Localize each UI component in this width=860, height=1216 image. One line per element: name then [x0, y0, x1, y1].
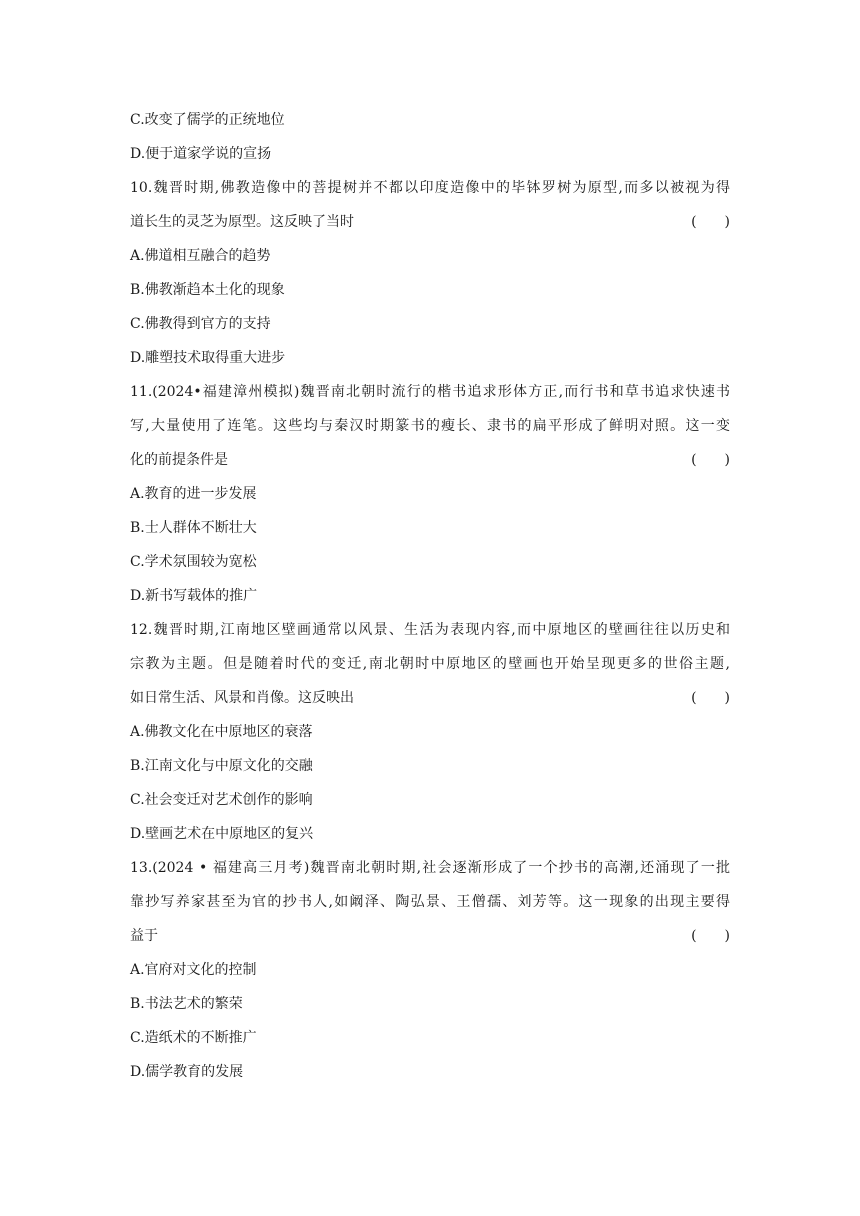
q10-stem-text: 道长生的灵芝为原型。这反映了当时	[130, 214, 354, 230]
q10-stem-line-2	[130, 212, 730, 232]
q12-option-d: D.壁画艺术在中原地区的复兴	[130, 826, 314, 842]
q12-stem-line-2: 宗教为主题。但是随着时代的变迁,南北朝时中原地区的壁画也开始呈现更多的世俗主题,	[130, 656, 730, 672]
q10-answer-paren: ( )	[691, 214, 730, 230]
q13-option-b: B.书法艺术的繁荣	[130, 996, 243, 1012]
q10-stem-line-1: 10.魏晋时期,佛教造像中的菩提树并不都以印度造像中的毕钵罗树为原型,而多以被视为得	[130, 180, 730, 196]
q13-option-c: C.造纸术的不断推广	[130, 1030, 257, 1046]
q12-answer-paren: ( )	[691, 690, 730, 706]
q12-stem-line-1: 12.魏晋时期,江南地区壁画通常以风景、生活为表现内容,而中原地区的壁画往往以历史和	[130, 622, 730, 638]
q10-option-d: D.雕塑技术取得重大进步	[130, 350, 286, 366]
q11-option-d: D.新书写载体的推广	[130, 588, 258, 604]
q10-option-b: B.佛教渐趋本土化的现象	[130, 282, 285, 298]
q13-stem-line-3	[130, 926, 730, 946]
q10-option-c: C.佛教得到官方的支持	[130, 316, 271, 332]
q11-option-b: B.士人群体不断壮大	[130, 520, 257, 536]
q10-option-a: A.佛道相互融合的趋势	[130, 248, 271, 264]
q12-option-a: A.佛教文化在中原地区的衰落	[130, 724, 313, 740]
q11-stem-text: 化的前提条件是	[130, 452, 228, 468]
q11-option-c: C.学术氛围较为宽松	[130, 554, 257, 570]
q13-stem-line-1: 13.(2024 • 福建高三月考)魏晋南北朝时期,社会逐渐形成了一个抄书的高潮,还涌现了一批	[130, 860, 730, 876]
q11-stem-line-3	[130, 450, 730, 470]
q13-stem-text: 益于	[130, 928, 158, 944]
q9-option-d: D.便于道家学说的宣扬	[130, 146, 272, 162]
q13-option-d: D.儒学教育的发展	[130, 1064, 244, 1080]
q11-option-a: A.教育的进一步发展	[130, 486, 257, 502]
q13-answer-paren: ( )	[691, 928, 730, 944]
q12-stem-line-3	[130, 688, 730, 708]
q11-answer-paren: ( )	[691, 452, 730, 468]
q12-stem-text: 如日常生活、风景和肖像。这反映出	[130, 690, 354, 706]
q11-stem-line-1: 11.(2024•福建漳州模拟)魏晋南北朝时流行的楷书追求形体方正,而行书和草书追求快速书	[130, 384, 730, 400]
q12-option-b: B.江南文化与中原文化的交融	[130, 758, 313, 774]
q11-stem-line-2: 写,大量使用了连笔。这些均与秦汉时期篆书的瘦长、隶书的扁平形成了鲜明对照。这一变	[130, 418, 730, 434]
q13-option-a: A.官府对文化的控制	[130, 962, 257, 978]
q13-stem-line-2: 靠抄写养家甚至为官的抄书人,如阚泽、陶弘景、王僧孺、刘芳等。这一现象的出现主要得	[130, 894, 730, 910]
q9-option-c: C.改变了儒学的正统地位	[130, 112, 285, 128]
q12-option-c: C.社会变迁对艺术创作的影响	[130, 792, 313, 808]
